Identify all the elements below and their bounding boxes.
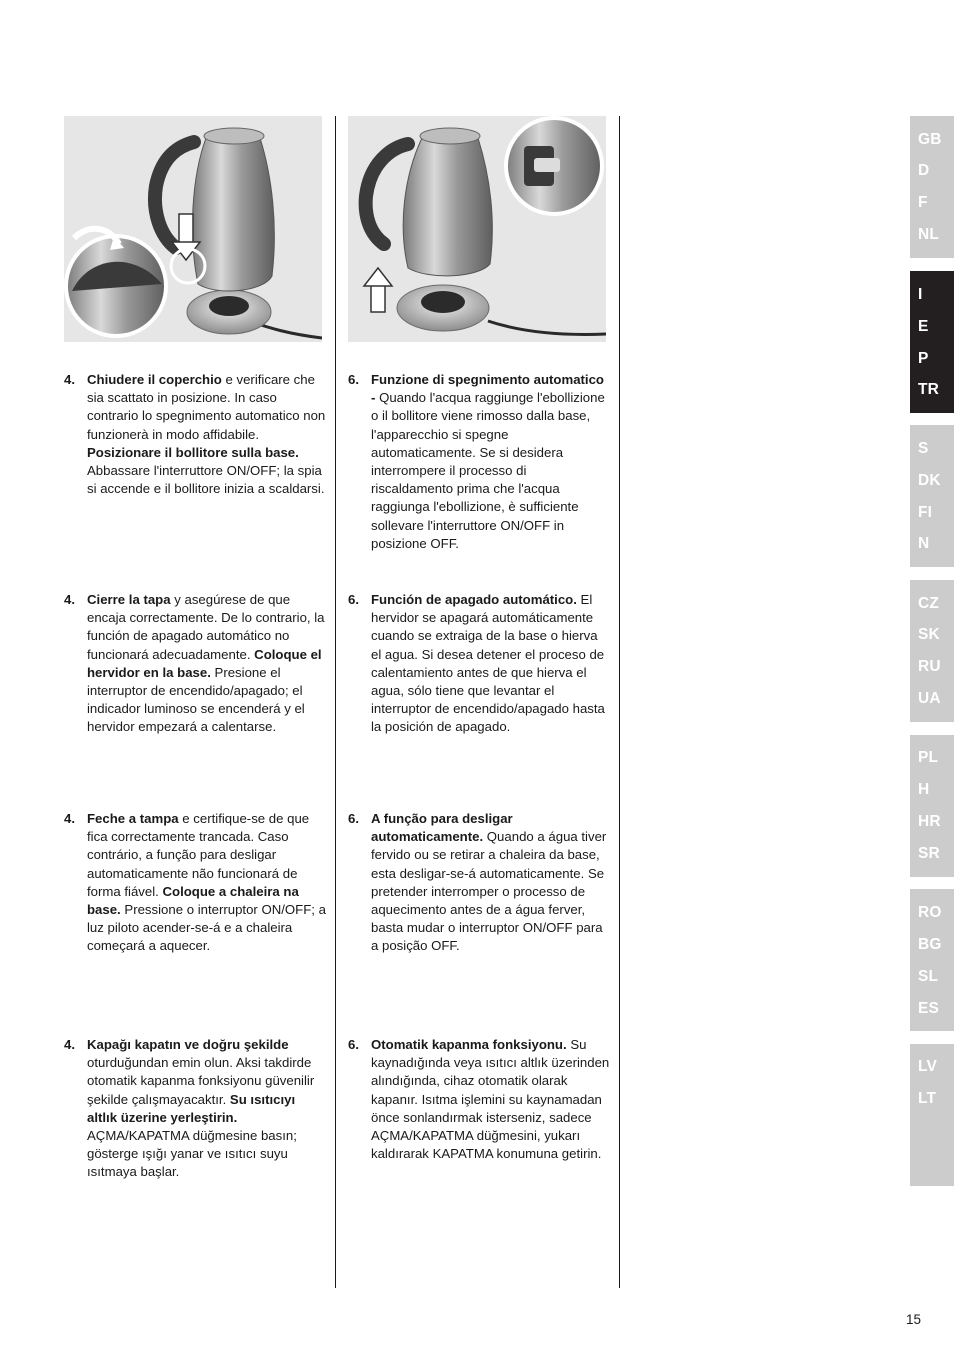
step-text: A função para desligar automaticamente. Quando a água tiver fervido ou se retirar a chaleira da base, esta desligar-se-á automaticamente. Se pretender interromper o processo de aquecimento antes de a água ferver, basta mudar o interruptor ON/OFF para a posição OFF. (371, 811, 607, 954)
step-6-italian (348, 371, 610, 553)
step-text: Cierre la tapa y asegúrese de que encaja correctamente. De lo contrario, la función de apagado automático no funcionará adecuadamente. Coloque el hervidor en la base. Presione el interruptor de encendido/apagado; el indicador luminoso se encenderá y el hervidor empezará a calentarse. (87, 592, 325, 735)
language-tab-s[interactable]: S (918, 440, 929, 457)
step-number: 6. (348, 372, 359, 387)
language-tab-lv[interactable]: LV (918, 1058, 938, 1075)
language-tab-nl[interactable]: NL (918, 226, 940, 243)
language-tab-e[interactable]: E (918, 318, 929, 335)
language-tab-group-cz-sk-ru-ua[interactable] (910, 580, 954, 722)
language-tab-sr[interactable]: SR (918, 845, 940, 862)
step-text: Kapağı kapatın ve doğru şekilde oturduğundan emin olun. Aksi takdirde otomatik kapanma fonksiyonu güvenilir şekilde çalışmayacaktır. Su ısıtıcıyı altlık üzerine yerleştirin. AÇMA/KAPATMA düğmesine basın; gösterge ışığı yanar ve ısıtıcı suyu ısıtmaya başlar. (87, 1037, 315, 1180)
language-tab-ru[interactable]: RU (918, 658, 941, 675)
language-tab-gb[interactable]: GB (918, 131, 942, 148)
language-tab-group-s-dk-fi-n[interactable] (910, 425, 954, 567)
language-tab-f[interactable]: F (918, 194, 928, 211)
kettle-lift-off-base-illustration (348, 116, 606, 342)
step-text: Otomatik kapanma fonksiyonu. Su kaynadığında veya ısıtıcı altlık üzerinden alındığında, cihaz otomatik olarak kapanır. Isıtma işlemini su kaynamadan önce sonlandırmak isterseniz, sadece AÇMA/KAPATMA düğmesini, yukarı kaldırarak KAPATMA konumuna getirin. (371, 1037, 610, 1162)
step-6-spanish (348, 591, 610, 737)
step-number: 4. (64, 592, 75, 607)
step-number: 6. (348, 811, 359, 826)
step-4-turkish (64, 1036, 326, 1182)
step-number: 4. (64, 372, 75, 387)
step-6-portuguese (348, 810, 610, 956)
step-6-turkish (348, 1036, 610, 1163)
language-tab-tr[interactable]: TR (918, 381, 940, 398)
step-text: Función de apagado automático. El hervidor se apagará automáticamente cuando se extraiga de la base o hierva el agua. Si desea detener el proceso de calentamiento antes de que hierva el agua, sólo tiene que levantar el interruptor de encendido/apagado hasta la posición de apagado. (371, 592, 605, 735)
language-tab-n[interactable]: N (918, 535, 930, 552)
step-number: 4. (64, 811, 75, 826)
language-tab-hr[interactable]: HR (918, 813, 941, 830)
language-tab-group-ro-bg-sl-es[interactable] (910, 889, 954, 1031)
language-tab-sk[interactable]: SK (918, 626, 940, 643)
language-tab-group-pl-h-hr-sr[interactable] (910, 735, 954, 877)
language-tab-sl[interactable]: SL (918, 968, 939, 985)
page-number: 15 (906, 1312, 922, 1327)
language-tab-group-lv-lt[interactable] (910, 1044, 954, 1186)
language-tab-ua[interactable]: UA (918, 690, 941, 707)
language-tab-fi[interactable]: FI (918, 504, 933, 521)
language-tab-bg[interactable]: BG (918, 936, 942, 953)
column-divider-left (335, 116, 336, 1288)
step-number: 6. (348, 1037, 359, 1052)
step-number: 4. (64, 1037, 75, 1052)
language-tab-d[interactable]: D (918, 162, 930, 179)
step-text: Funzione di spegnimento automatico - Quando l'acqua raggiunge l'ebollizione o il bollitore viene rimosso dalla base, l'apparecchio si spegne automaticamente. Se si desidera interrompere il processo di riscaldamento prima che l'acqua raggiunga l'ebollizione, è sufficiente sollevare l'interruttore ON/OFF in posizione OFF. (371, 372, 605, 551)
language-tab-ro[interactable]: RO (918, 904, 942, 921)
step-4-portuguese (64, 810, 326, 956)
language-tab-group-i-e-p-tr[interactable] (910, 271, 954, 413)
language-tab-lt[interactable]: LT (918, 1090, 937, 1107)
language-tab-pl[interactable]: PL (918, 749, 939, 766)
step-4-italian (64, 371, 326, 498)
kettle-close-lid-illustration (64, 116, 322, 342)
column-divider-right (619, 116, 620, 1288)
step-4-spanish (64, 591, 326, 737)
language-tab-es[interactable]: ES (918, 1000, 940, 1017)
step-text: Feche a tampa e certifique-se de que fica correctamente trancada. Caso contrário, a função para desligar automaticamente não funcionará de forma fiável. Coloque a chaleira na base. Pressione o interruptor ON/OFF; a luz piloto acender-se-á e a chaleira começará a aquecer. (87, 811, 326, 954)
step-text: Chiudere il coperchio e verificare che sia scattato in posizione. In caso contrario lo spegnimento automatico non funzionerà in modo affidabile. Posizionare il bollitore sulla base. Abbassare l'interruttore ON/OFF; la spia si accende e il bollitore inizia a scaldarsi. (87, 372, 326, 497)
language-tab-p[interactable]: P (918, 350, 929, 367)
language-tab-h[interactable]: H (918, 781, 930, 798)
language-tab-group-gb-d-f-nl[interactable] (910, 116, 954, 258)
language-tab-cz[interactable]: CZ (918, 595, 940, 612)
step-number: 6. (348, 592, 359, 607)
language-tab-dk[interactable]: DK (918, 472, 941, 489)
language-tab-i[interactable]: I (918, 286, 923, 303)
